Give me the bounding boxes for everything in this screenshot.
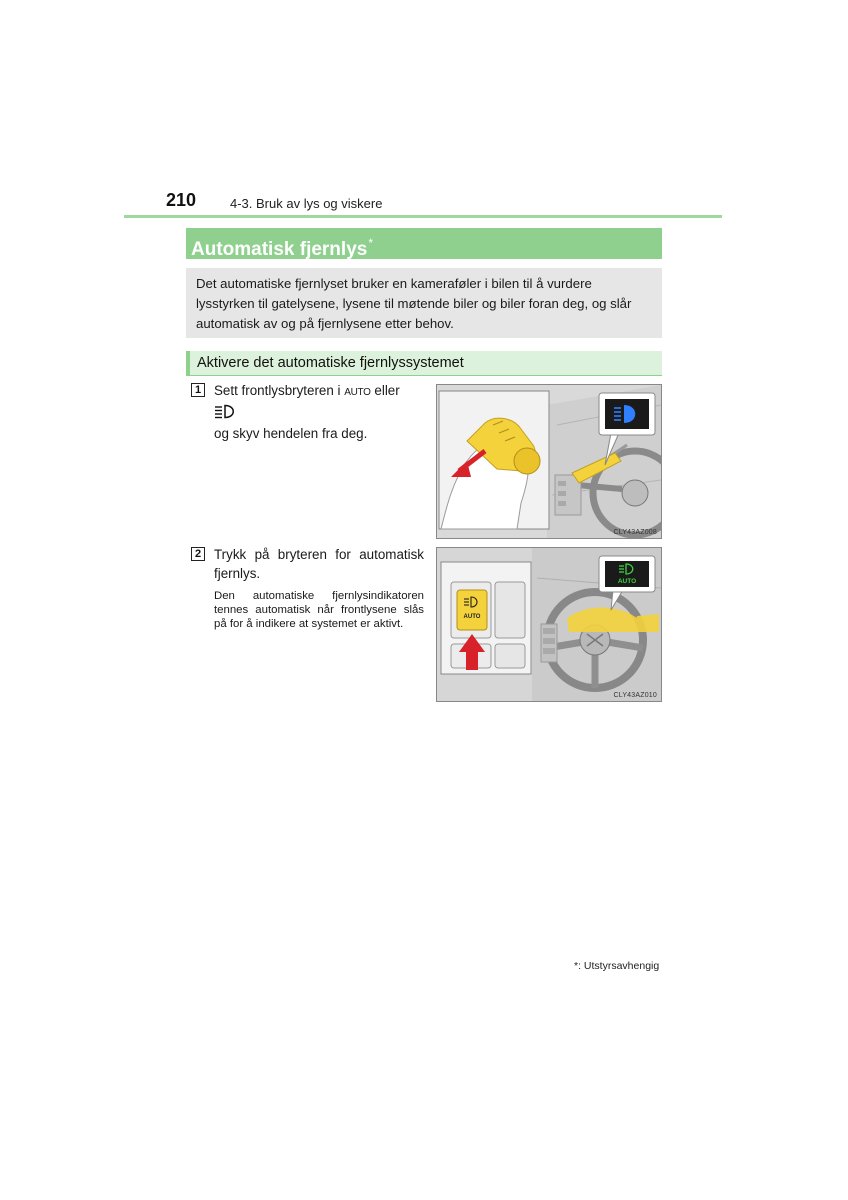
subheading [186,351,662,376]
section-title-bar [186,228,662,259]
subheading-text: Aktivere det automatiske fjernlyssystemet [197,355,464,371]
step-2-note: Den automatiske fjernlysindikatoren tennes automatisk når frontlysene slås på for å indikere at systemet er aktivt. [214,590,424,630]
footnote [574,960,659,972]
footnote-marker: * [574,960,579,972]
equipment-marker: * [368,236,373,250]
intro-box [186,268,662,338]
step-2-number: 2 [191,547,205,561]
figure-2-auto-high-beam-switch [436,547,662,702]
header-divider [124,215,722,218]
headlight-icon [214,404,238,424]
step-1-text-after: og skyv hendelen fra deg. [214,426,368,441]
step-1-text-before: Sett frontlysbryteren i [214,383,341,398]
section-title: Automatisk fjernlys [191,239,368,260]
page-number: 210 [166,190,197,210]
step-1-number: 1 [191,383,205,397]
step-1-text [214,381,426,443]
button-auto-label: AUTO [463,614,481,620]
section-reference: 4-3. Bruk av lys og viskere [230,196,383,211]
indicator-auto-label: AUTO [617,578,637,585]
intro-text: Det automatiske fjernlyset bruker en kameraføler i bilen til å vurdere lysstyrken til gatelysene, lysene til møtende biler og biler foran deg, og slår automatisk av og på fjernlysene etter behov. [196,276,632,331]
figure-1-headlight-lever [436,384,662,539]
figure-1-code: CLY43AZ008 [613,529,657,536]
footnote-text: : Utstyrsavhengig [578,960,660,972]
step-2-text: Trykk på bryteren for automatisk fjernlys. [214,547,424,581]
step-1-text-middle: eller [374,383,400,398]
auto-position-label: AUTO [344,387,371,398]
figure-2-code: CLY43AZ010 [613,692,657,699]
